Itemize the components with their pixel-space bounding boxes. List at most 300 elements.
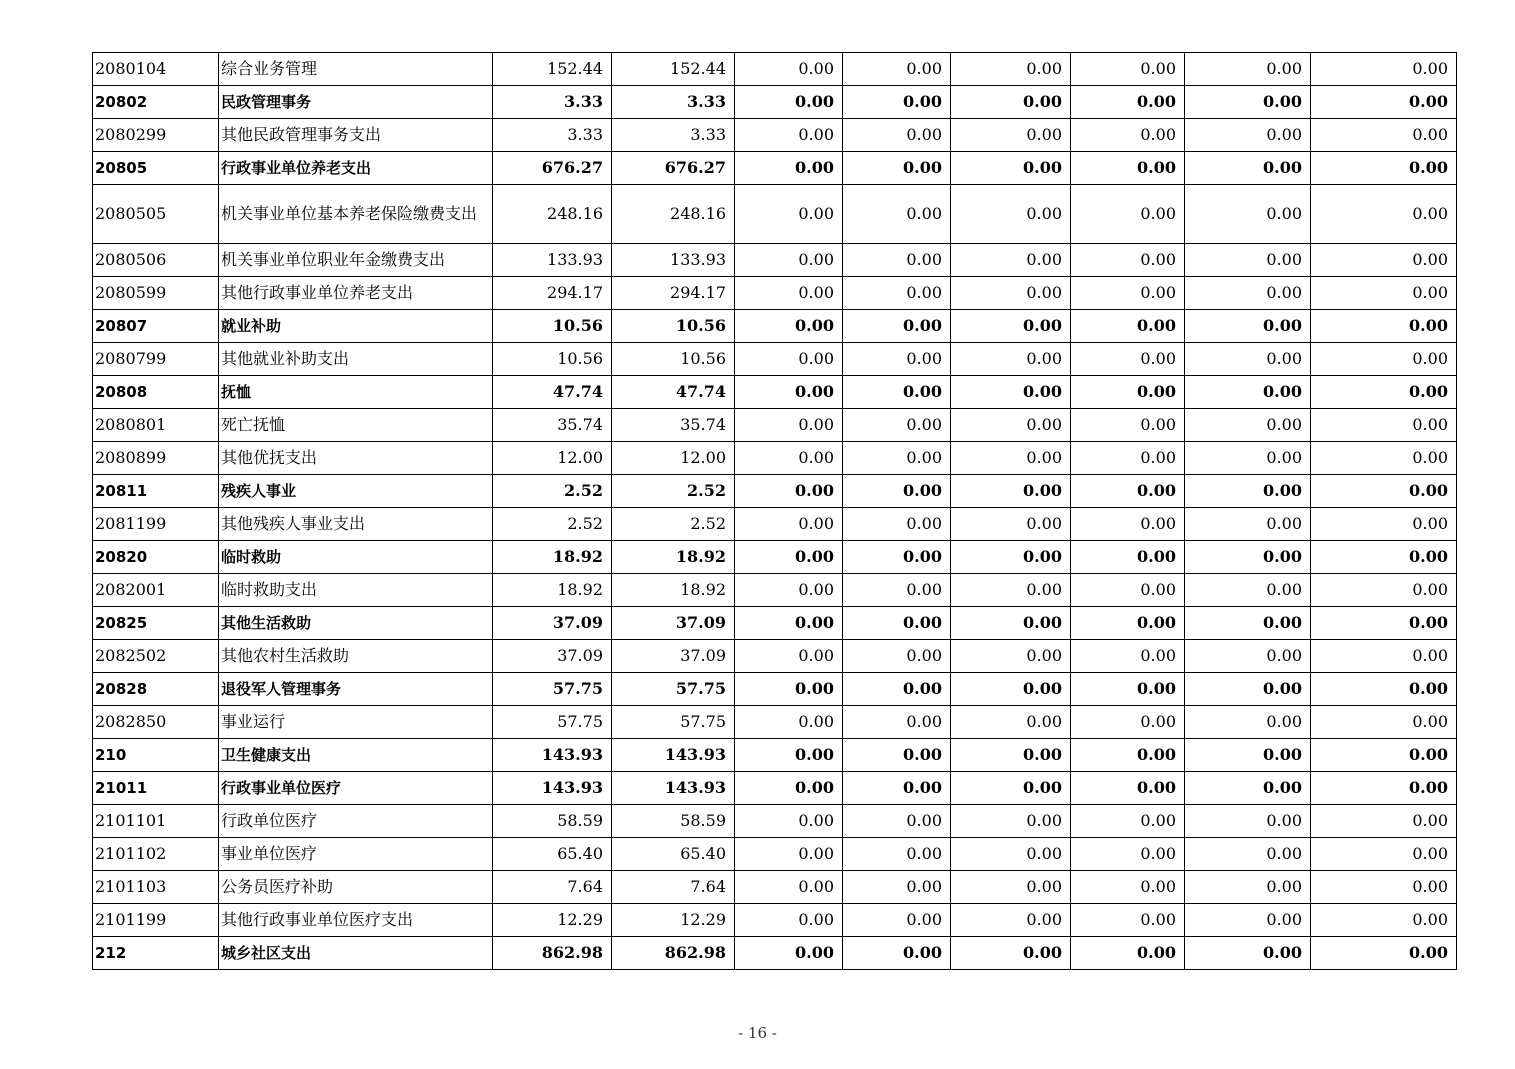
- amount-cell: 7.64: [493, 871, 612, 904]
- account-name-cell: 其他残疾人事业支出: [219, 508, 493, 541]
- amount-cell: 0.00: [735, 772, 843, 805]
- amount-cell: 0.00: [1071, 376, 1185, 409]
- amount-cell: 35.74: [493, 409, 612, 442]
- amount-cell: 47.74: [612, 376, 735, 409]
- amount-cell: 248.16: [612, 185, 735, 244]
- amount-cell: 0.00: [735, 937, 843, 970]
- amount-cell: 143.93: [612, 772, 735, 805]
- amount-cell: 0.00: [843, 574, 951, 607]
- amount-cell: 0.00: [951, 53, 1071, 86]
- amount-cell: 7.64: [612, 871, 735, 904]
- amount-cell: 0.00: [735, 574, 843, 607]
- account-name-cell: 城乡社区支出: [219, 937, 493, 970]
- amount-cell: 0.00: [1311, 838, 1457, 871]
- amount-cell: 676.27: [612, 152, 735, 185]
- amount-cell: 2.52: [612, 475, 735, 508]
- amount-cell: 0.00: [951, 706, 1071, 739]
- amount-cell: 18.92: [493, 541, 612, 574]
- amount-cell: 0.00: [735, 310, 843, 343]
- amount-cell: 65.40: [612, 838, 735, 871]
- account-name-cell: 退役军人管理事务: [219, 673, 493, 706]
- amount-cell: 0.00: [1311, 607, 1457, 640]
- amount-cell: 57.75: [493, 673, 612, 706]
- amount-cell: 0.00: [843, 904, 951, 937]
- amount-cell: 3.33: [493, 119, 612, 152]
- account-code-cell: 212: [93, 937, 219, 970]
- amount-cell: 0.00: [1311, 376, 1457, 409]
- amount-cell: 862.98: [493, 937, 612, 970]
- amount-cell: 0.00: [1071, 152, 1185, 185]
- amount-cell: 0.00: [1071, 739, 1185, 772]
- amount-cell: 0.00: [1071, 673, 1185, 706]
- account-code-cell: 2082502: [93, 640, 219, 673]
- amount-cell: 0.00: [843, 706, 951, 739]
- amount-cell: 0.00: [735, 871, 843, 904]
- amount-cell: 0.00: [951, 185, 1071, 244]
- amount-cell: 0.00: [843, 53, 951, 86]
- amount-cell: 0.00: [1311, 53, 1457, 86]
- amount-cell: 0.00: [843, 739, 951, 772]
- amount-cell: 65.40: [493, 838, 612, 871]
- page-number: - 16 -: [738, 1024, 777, 1042]
- amount-cell: 0.00: [1311, 640, 1457, 673]
- amount-cell: 0.00: [1071, 53, 1185, 86]
- amount-cell: 133.93: [493, 244, 612, 277]
- amount-cell: 0.00: [1311, 904, 1457, 937]
- table-row: [93, 343, 1457, 376]
- account-name-cell: 行政单位医疗: [219, 805, 493, 838]
- table-row: [93, 607, 1457, 640]
- amount-cell: 10.56: [493, 343, 612, 376]
- amount-cell: 0.00: [735, 277, 843, 310]
- amount-cell: 0.00: [843, 86, 951, 119]
- amount-cell: 0.00: [735, 409, 843, 442]
- account-code-cell: 210: [93, 739, 219, 772]
- amount-cell: 12.29: [493, 904, 612, 937]
- amount-cell: 294.17: [493, 277, 612, 310]
- amount-cell: 676.27: [493, 152, 612, 185]
- amount-cell: 18.92: [612, 541, 735, 574]
- amount-cell: 0.00: [1185, 871, 1311, 904]
- amount-cell: 0.00: [843, 119, 951, 152]
- amount-cell: 0.00: [1185, 739, 1311, 772]
- amount-cell: 0.00: [951, 607, 1071, 640]
- amount-cell: 0.00: [1311, 475, 1457, 508]
- amount-cell: 12.29: [612, 904, 735, 937]
- amount-cell: 0.00: [843, 772, 951, 805]
- amount-cell: 0.00: [735, 607, 843, 640]
- amount-cell: 0.00: [735, 343, 843, 376]
- amount-cell: 0.00: [1071, 937, 1185, 970]
- account-name-cell: 其他生活救助: [219, 607, 493, 640]
- table-row: [93, 508, 1457, 541]
- amount-cell: 0.00: [843, 244, 951, 277]
- amount-cell: 0.00: [735, 152, 843, 185]
- account-code-cell: 20802: [93, 86, 219, 119]
- amount-cell: 0.00: [1311, 574, 1457, 607]
- amount-cell: 37.09: [612, 640, 735, 673]
- amount-cell: 0.00: [735, 442, 843, 475]
- amount-cell: 0.00: [1071, 277, 1185, 310]
- account-code-cell: 20825: [93, 607, 219, 640]
- account-code-cell: 2080505: [93, 185, 219, 244]
- amount-cell: 0.00: [1185, 772, 1311, 805]
- table-row: [93, 805, 1457, 838]
- amount-cell: 0.00: [951, 838, 1071, 871]
- amount-cell: 0.00: [951, 86, 1071, 119]
- amount-cell: 0.00: [951, 772, 1071, 805]
- amount-cell: 0.00: [1185, 574, 1311, 607]
- amount-cell: 0.00: [1071, 640, 1185, 673]
- account-name-cell: 机关事业单位基本养老保险缴费支出: [219, 185, 493, 244]
- amount-cell: 0.00: [1311, 541, 1457, 574]
- amount-cell: 0.00: [1071, 409, 1185, 442]
- amount-cell: 0.00: [843, 185, 951, 244]
- account-name-cell: 死亡抚恤: [219, 409, 493, 442]
- amount-cell: 0.00: [735, 244, 843, 277]
- amount-cell: 862.98: [612, 937, 735, 970]
- amount-cell: 0.00: [1071, 541, 1185, 574]
- table-row: [93, 86, 1457, 119]
- account-code-cell: 20805: [93, 152, 219, 185]
- amount-cell: 58.59: [493, 805, 612, 838]
- amount-cell: 0.00: [1071, 904, 1185, 937]
- amount-cell: 0.00: [1071, 772, 1185, 805]
- account-name-cell: 其他行政事业单位医疗支出: [219, 904, 493, 937]
- amount-cell: 0.00: [951, 409, 1071, 442]
- amount-cell: 0.00: [843, 508, 951, 541]
- account-name-cell: 其他行政事业单位养老支出: [219, 277, 493, 310]
- account-code-cell: 2080506: [93, 244, 219, 277]
- account-code-cell: 20808: [93, 376, 219, 409]
- amount-cell: 0.00: [951, 541, 1071, 574]
- amount-cell: 0.00: [1311, 277, 1457, 310]
- amount-cell: 37.09: [493, 607, 612, 640]
- amount-cell: 0.00: [951, 904, 1071, 937]
- amount-cell: 0.00: [1185, 244, 1311, 277]
- amount-cell: 0.00: [1071, 508, 1185, 541]
- amount-cell: 0.00: [1311, 343, 1457, 376]
- table-row: [93, 244, 1457, 277]
- account-name-cell: 事业运行: [219, 706, 493, 739]
- amount-cell: 0.00: [735, 508, 843, 541]
- amount-cell: 152.44: [493, 53, 612, 86]
- account-name-cell: 其他就业补助支出: [219, 343, 493, 376]
- amount-cell: 0.00: [1185, 805, 1311, 838]
- account-code-cell: 20807: [93, 310, 219, 343]
- amount-cell: 0.00: [735, 376, 843, 409]
- amount-cell: 0.00: [735, 805, 843, 838]
- amount-cell: 0.00: [1311, 772, 1457, 805]
- amount-cell: 0.00: [1071, 119, 1185, 152]
- amount-cell: 0.00: [951, 574, 1071, 607]
- amount-cell: 0.00: [1185, 119, 1311, 152]
- amount-cell: 37.09: [612, 607, 735, 640]
- amount-cell: 0.00: [735, 673, 843, 706]
- table-row: [93, 185, 1457, 244]
- amount-cell: 37.09: [493, 640, 612, 673]
- amount-cell: 2.52: [493, 475, 612, 508]
- amount-cell: 0.00: [1311, 508, 1457, 541]
- amount-cell: 57.75: [612, 706, 735, 739]
- amount-cell: 0.00: [1071, 475, 1185, 508]
- amount-cell: 0.00: [843, 152, 951, 185]
- amount-cell: 0.00: [951, 442, 1071, 475]
- amount-cell: 0.00: [843, 838, 951, 871]
- amount-cell: 0.00: [735, 838, 843, 871]
- amount-cell: 0.00: [1311, 673, 1457, 706]
- amount-cell: 2.52: [493, 508, 612, 541]
- amount-cell: 0.00: [1311, 937, 1457, 970]
- amount-cell: 0.00: [843, 541, 951, 574]
- amount-cell: 0.00: [951, 343, 1071, 376]
- account-name-cell: 残疾人事业: [219, 475, 493, 508]
- amount-cell: 0.00: [843, 475, 951, 508]
- account-name-cell: 其他农村生活救助: [219, 640, 493, 673]
- amount-cell: 0.00: [843, 442, 951, 475]
- amount-cell: 0.00: [843, 343, 951, 376]
- table-row: [93, 838, 1457, 871]
- table-row: [93, 871, 1457, 904]
- account-name-cell: 公务员医疗补助: [219, 871, 493, 904]
- amount-cell: 0.00: [843, 673, 951, 706]
- table-row: [93, 739, 1457, 772]
- amount-cell: 0.00: [951, 119, 1071, 152]
- amount-cell: 0.00: [1185, 185, 1311, 244]
- amount-cell: 0.00: [1185, 541, 1311, 574]
- amount-cell: 0.00: [1185, 673, 1311, 706]
- table-row: [93, 376, 1457, 409]
- table-row: [93, 277, 1457, 310]
- table-row: [93, 152, 1457, 185]
- amount-cell: 0.00: [1071, 343, 1185, 376]
- amount-cell: 0.00: [1185, 277, 1311, 310]
- account-name-cell: 抚恤: [219, 376, 493, 409]
- account-code-cell: 21011: [93, 772, 219, 805]
- table-row: [93, 772, 1457, 805]
- amount-cell: 0.00: [843, 937, 951, 970]
- amount-cell: 0.00: [1185, 442, 1311, 475]
- table-row: [93, 541, 1457, 574]
- amount-cell: 0.00: [1311, 244, 1457, 277]
- table-row: [93, 574, 1457, 607]
- amount-cell: 0.00: [1185, 310, 1311, 343]
- account-code-cell: 2101101: [93, 805, 219, 838]
- table-row: [93, 475, 1457, 508]
- amount-cell: 0.00: [1185, 640, 1311, 673]
- amount-cell: 0.00: [1311, 442, 1457, 475]
- table-body: [93, 53, 1457, 970]
- amount-cell: 0.00: [1071, 310, 1185, 343]
- amount-cell: 0.00: [951, 376, 1071, 409]
- amount-cell: 248.16: [493, 185, 612, 244]
- amount-cell: 152.44: [612, 53, 735, 86]
- account-code-cell: 2080899: [93, 442, 219, 475]
- amount-cell: 0.00: [843, 409, 951, 442]
- account-name-cell: 临时救助: [219, 541, 493, 574]
- budget-table: [92, 52, 1457, 970]
- account-code-cell: 20828: [93, 673, 219, 706]
- amount-cell: 0.00: [951, 152, 1071, 185]
- amount-cell: 12.00: [493, 442, 612, 475]
- amount-cell: 0.00: [951, 508, 1071, 541]
- amount-cell: 143.93: [493, 772, 612, 805]
- amount-cell: 0.00: [1071, 871, 1185, 904]
- amount-cell: 0.00: [1071, 607, 1185, 640]
- amount-cell: 18.92: [493, 574, 612, 607]
- amount-cell: 0.00: [1311, 706, 1457, 739]
- amount-cell: 0.00: [1185, 475, 1311, 508]
- amount-cell: 133.93: [612, 244, 735, 277]
- amount-cell: 0.00: [1311, 805, 1457, 838]
- amount-cell: 0.00: [1071, 574, 1185, 607]
- amount-cell: 57.75: [612, 673, 735, 706]
- account-code-cell: 2080801: [93, 409, 219, 442]
- amount-cell: 0.00: [951, 244, 1071, 277]
- account-code-cell: 2081199: [93, 508, 219, 541]
- table-row: [93, 937, 1457, 970]
- account-code-cell: 2080299: [93, 119, 219, 152]
- account-code-cell: 2101103: [93, 871, 219, 904]
- amount-cell: 0.00: [843, 805, 951, 838]
- amount-cell: 0.00: [1311, 310, 1457, 343]
- amount-cell: 0.00: [951, 475, 1071, 508]
- amount-cell: 0.00: [843, 871, 951, 904]
- amount-cell: 0.00: [1185, 937, 1311, 970]
- amount-cell: 0.00: [735, 185, 843, 244]
- amount-cell: 0.00: [1185, 152, 1311, 185]
- amount-cell: 0.00: [1311, 119, 1457, 152]
- amount-cell: 0.00: [735, 53, 843, 86]
- amount-cell: 0.00: [1185, 838, 1311, 871]
- amount-cell: 3.33: [612, 86, 735, 119]
- amount-cell: 0.00: [1185, 53, 1311, 86]
- amount-cell: 0.00: [1311, 871, 1457, 904]
- amount-cell: 0.00: [1071, 838, 1185, 871]
- amount-cell: 0.00: [735, 640, 843, 673]
- amount-cell: 0.00: [735, 86, 843, 119]
- amount-cell: 0.00: [951, 805, 1071, 838]
- amount-cell: 0.00: [1311, 185, 1457, 244]
- amount-cell: 47.74: [493, 376, 612, 409]
- table-row: [93, 119, 1457, 152]
- amount-cell: 0.00: [1071, 185, 1185, 244]
- amount-cell: 0.00: [951, 673, 1071, 706]
- amount-cell: 0.00: [735, 119, 843, 152]
- amount-cell: 0.00: [1185, 706, 1311, 739]
- amount-cell: 143.93: [493, 739, 612, 772]
- account-code-cell: 2080799: [93, 343, 219, 376]
- amount-cell: 0.00: [1311, 409, 1457, 442]
- amount-cell: 0.00: [735, 904, 843, 937]
- amount-cell: 0.00: [951, 871, 1071, 904]
- table-row: [93, 409, 1457, 442]
- account-name-cell: 行政事业单位养老支出: [219, 152, 493, 185]
- account-name-cell: 行政事业单位医疗: [219, 772, 493, 805]
- amount-cell: 0.00: [1185, 409, 1311, 442]
- amount-cell: 0.00: [843, 277, 951, 310]
- account-name-cell: 机关事业单位职业年金缴费支出: [219, 244, 493, 277]
- account-code-cell: 20811: [93, 475, 219, 508]
- table-row: [93, 904, 1457, 937]
- account-name-cell: 其他优抚支出: [219, 442, 493, 475]
- account-code-cell: 2101199: [93, 904, 219, 937]
- amount-cell: 0.00: [735, 706, 843, 739]
- amount-cell: 0.00: [1071, 86, 1185, 119]
- account-code-cell: 20820: [93, 541, 219, 574]
- amount-cell: 57.75: [493, 706, 612, 739]
- account-code-cell: 2082850: [93, 706, 219, 739]
- account-name-cell: 综合业务管理: [219, 53, 493, 86]
- account-code-cell: 2080104: [93, 53, 219, 86]
- amount-cell: 0.00: [1185, 86, 1311, 119]
- account-name-cell: 临时救助支出: [219, 574, 493, 607]
- amount-cell: 0.00: [951, 277, 1071, 310]
- amount-cell: 294.17: [612, 277, 735, 310]
- amount-cell: 0.00: [1311, 86, 1457, 119]
- amount-cell: 0.00: [843, 640, 951, 673]
- amount-cell: 12.00: [612, 442, 735, 475]
- amount-cell: 0.00: [1071, 244, 1185, 277]
- amount-cell: 0.00: [1185, 508, 1311, 541]
- amount-cell: 0.00: [1071, 805, 1185, 838]
- amount-cell: 0.00: [1071, 442, 1185, 475]
- amount-cell: 0.00: [1071, 706, 1185, 739]
- amount-cell: 0.00: [1185, 376, 1311, 409]
- amount-cell: 0.00: [843, 310, 951, 343]
- amount-cell: 0.00: [951, 739, 1071, 772]
- amount-cell: 0.00: [951, 640, 1071, 673]
- table-row: [93, 673, 1457, 706]
- amount-cell: 0.00: [1185, 343, 1311, 376]
- amount-cell: 18.92: [612, 574, 735, 607]
- amount-cell: 10.56: [612, 343, 735, 376]
- amount-cell: 35.74: [612, 409, 735, 442]
- amount-cell: 0.00: [951, 937, 1071, 970]
- account-code-cell: 2082001: [93, 574, 219, 607]
- account-code-cell: 2080599: [93, 277, 219, 310]
- amount-cell: 0.00: [735, 541, 843, 574]
- account-name-cell: 卫生健康支出: [219, 739, 493, 772]
- amount-cell: 3.33: [612, 119, 735, 152]
- amount-cell: 10.56: [493, 310, 612, 343]
- table-row: [93, 442, 1457, 475]
- account-code-cell: 2101102: [93, 838, 219, 871]
- table-row: [93, 310, 1457, 343]
- amount-cell: 0.00: [1185, 607, 1311, 640]
- table-row: [93, 706, 1457, 739]
- amount-cell: 10.56: [612, 310, 735, 343]
- account-name-cell: 事业单位医疗: [219, 838, 493, 871]
- amount-cell: 0.00: [735, 475, 843, 508]
- account-name-cell: 就业补助: [219, 310, 493, 343]
- amount-cell: 0.00: [951, 310, 1071, 343]
- account-name-cell: 其他民政管理事务支出: [219, 119, 493, 152]
- amount-cell: 143.93: [612, 739, 735, 772]
- amount-cell: 0.00: [843, 376, 951, 409]
- amount-cell: 58.59: [612, 805, 735, 838]
- amount-cell: 0.00: [1311, 739, 1457, 772]
- amount-cell: 2.52: [612, 508, 735, 541]
- table-row: [93, 53, 1457, 86]
- amount-cell: 0.00: [1185, 904, 1311, 937]
- amount-cell: 0.00: [1311, 152, 1457, 185]
- table-row: [93, 640, 1457, 673]
- amount-cell: 0.00: [735, 739, 843, 772]
- account-name-cell: 民政管理事务: [219, 86, 493, 119]
- amount-cell: 3.33: [493, 86, 612, 119]
- amount-cell: 0.00: [843, 607, 951, 640]
